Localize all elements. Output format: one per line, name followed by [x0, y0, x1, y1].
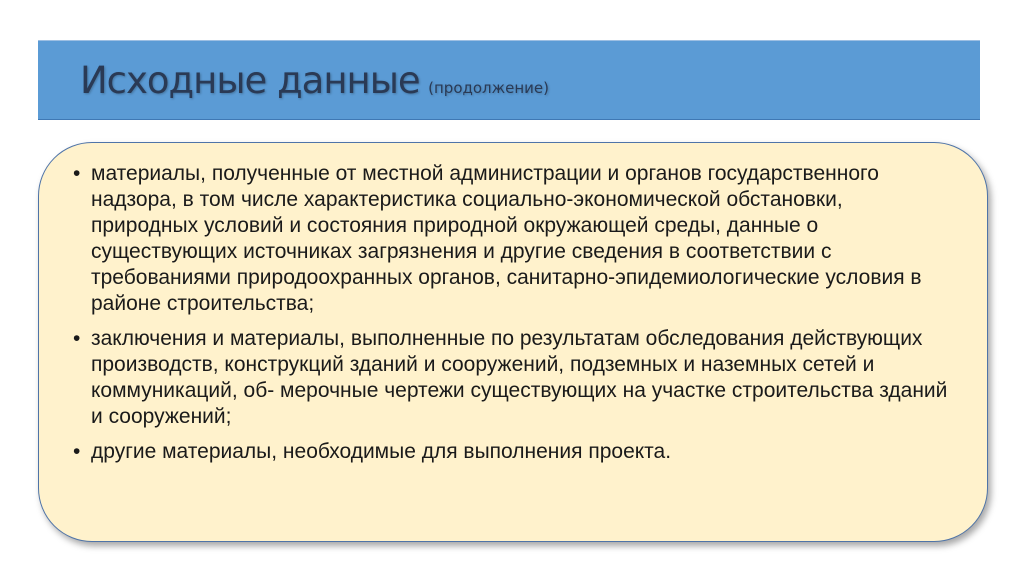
bullet-text: заключения и материалы, выполненные по результатам обследования действующих производств, конструкций зданий и сооружений, подземных и наземных сетей и коммуникаций, об- мерочные чертежи существующих на участке строительства зданий и сооружений; [91, 327, 948, 428]
slide-title-suffix: (продолжение) [428, 79, 550, 97]
bullet-text: другие материалы, необходимые для выполнения проекта. [91, 440, 672, 463]
bullet-text: материалы, полученные от местной администрации и органов государственного надзора, в том числе характеристика социально-экономической обстановки, природных условий и состояния природной окружающей среды, данные о существующих источниках загрязнения и другие сведения в соответствии с требованиями природоохранных органов, санитарно-эпидемиологические условия в районе строительства; [91, 162, 922, 315]
bullet-item [73, 326, 953, 430]
title-banner [38, 40, 980, 120]
bullet-item [73, 161, 953, 317]
bullet-icon: • [73, 327, 81, 350]
slide-title-main: Исходные данные [80, 59, 420, 102]
bullet-icon: • [73, 162, 81, 185]
bullet-item [73, 439, 953, 465]
slide-title [80, 59, 549, 102]
bullet-list [73, 161, 953, 474]
content-panel [38, 142, 988, 542]
bullet-icon: • [73, 440, 81, 463]
